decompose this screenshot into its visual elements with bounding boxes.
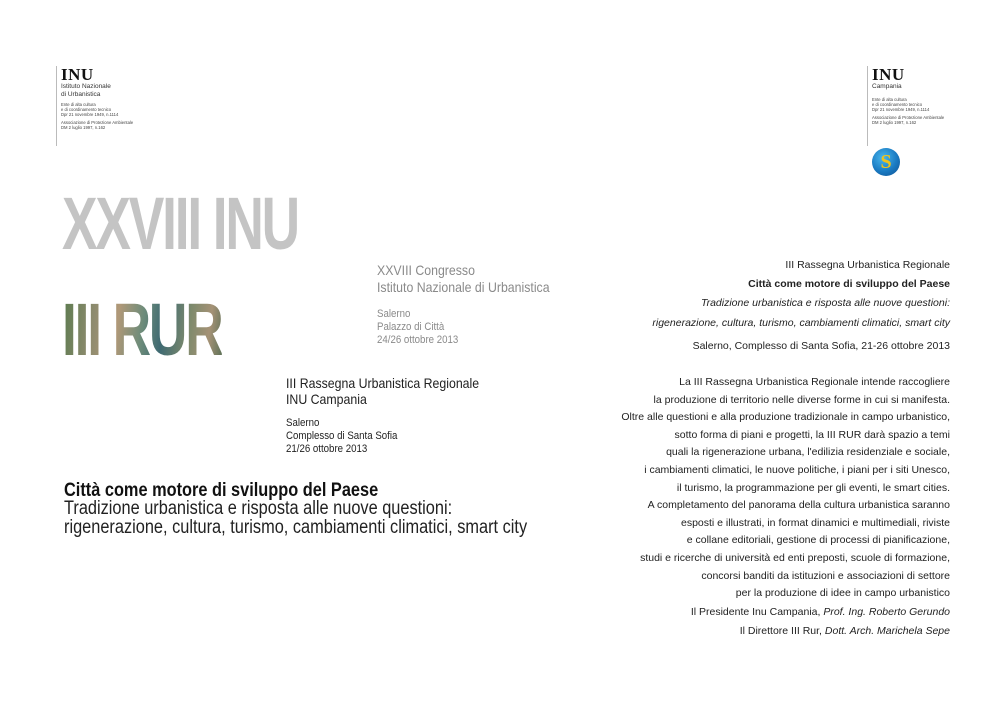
body-line: Oltre alle questioni e alla produzione tradizionale in campo urbanistico,: [621, 411, 950, 424]
inu-small-5: DM 2 luglio 1997, n.162: [61, 125, 106, 130]
body-line: i cambiamenti climatici, le nuove politiche, i piani per i siti Unesco,: [644, 463, 950, 476]
body-line: il turismo, la programmazione per gli eventi, le smart cities.: [676, 481, 950, 494]
director-name: Dott. Arch. Marichela Sepe: [824, 625, 950, 637]
body-text: [510, 374, 950, 603]
inu-campania-name: Campania: [872, 83, 902, 90]
rassegna-place2: Complesso di Santa Sofia: [286, 430, 398, 442]
rassegna-place1: Salerno: [286, 417, 320, 429]
director-role: Il Direttore III Rur,: [739, 625, 825, 637]
big-title-line1: XXVIII INU: [62, 182, 298, 265]
inu-campania-small-1: Ente di alta cultura: [872, 96, 907, 102]
right-header-line5: Salerno, Complesso di Santa Sofia, 21-26 ottobre 2013: [692, 339, 950, 352]
inu-name-line1: Istituto Nazionale: [61, 83, 111, 90]
body-line: sotto forma di piani e progetti, la III RUR darà spazio a temi: [674, 428, 950, 441]
inu-small-1: Ente di alta cultura: [61, 102, 96, 107]
body-line: studi e ricerche di università ed enti preposti, scuole di formazione,: [640, 551, 950, 564]
right-header-line4: rigenerazione, cultura, turismo, cambiamenti climatici, smart city: [652, 316, 950, 329]
rassegna-dates: 21/26 ottobre 2013: [286, 443, 368, 455]
right-header-line1: III Rassegna Urbanistica Regionale: [785, 259, 950, 271]
director-signature: [530, 622, 950, 641]
theme-sub1: Tradizione urbanistica e risposta alle nuove questioni:: [64, 498, 453, 519]
president-signature: [530, 603, 950, 622]
congresso-line2: Istituto Nazionale di Urbanistica: [377, 279, 550, 295]
inu-small-2: e di coordinamento tecnico: [61, 107, 112, 112]
president-name: Prof. Ing. Roberto Gerundo: [823, 606, 950, 618]
body-line: per la produzione di idee in campo urbanistico: [735, 587, 950, 600]
body-line: quali la rigenerazione urbana, l'edilizia residenziale e sociale,: [666, 446, 950, 459]
salerno-emblem-icon: [872, 148, 900, 176]
president-role: Il Presidente Inu Campania,: [690, 606, 824, 618]
inu-campania-small-5: DM 2 luglio 1997, n.162: [872, 119, 917, 125]
inu-campania-small-3: Dpr 21 novembre 1949, n.1114: [872, 106, 930, 112]
congresso-place1: Salerno: [377, 308, 411, 320]
signatures: [530, 603, 950, 641]
congresso-dates: 24/26 ottobre 2013: [377, 334, 459, 346]
rassegna-line2: INU Campania: [286, 391, 367, 407]
right-header-line3: Tradizione urbanistica e risposta alle nuove questioni:: [700, 297, 950, 310]
inu-campania-brand: INU: [872, 65, 905, 84]
theme-sub2: rigenerazione, cultura, turismo, cambiamenti climatici, smart city: [64, 517, 528, 538]
inu-campania-small-2: e di coordinamento tecnico: [872, 101, 923, 107]
inu-brand: INU: [61, 65, 94, 84]
right-header-line2: Città come motore di sviluppo del Paese: [748, 278, 950, 291]
inu-logo: [56, 66, 133, 146]
inu-small-4: Associazione di Protezione Ambientale: [61, 120, 134, 125]
inu-small-3: Dpr 21 novembre 1949, n.1114: [61, 112, 119, 117]
inu-campania-small-4: Associazione di Protezione Ambientale: [872, 114, 945, 120]
body-line: e collane editoriali, gestione di processi di pianificazione,: [686, 534, 950, 547]
body-line: A completamento del panorama della cultura urbanistica saranno: [647, 499, 950, 512]
congresso-line1: XXVIII Congresso: [377, 262, 475, 278]
body-line: La III Rassegna Urbanistica Regionale intende raccogliere: [679, 376, 950, 388]
theme-headline: Città come motore di sviluppo del Paese: [64, 480, 379, 501]
inu-name-line2: di Urbanistica: [61, 90, 101, 98]
congresso-place2: Palazzo di Città: [377, 321, 445, 333]
rassegna-line1: III Rassegna Urbanistica Regionale: [286, 375, 480, 391]
inu-campania-logo: [867, 66, 944, 146]
body-line: concorsi banditi da istituzioni e associazioni di settore: [701, 569, 950, 582]
emblem-letter: S: [880, 151, 892, 173]
right-column: [530, 256, 950, 356]
big-title-line2: III RUR: [62, 288, 222, 371]
body-line: esposti e illustrati, in format dinamici e multimediali, riviste: [680, 516, 950, 529]
body-line: la produzione di territorio nelle diverse forme in cui si manifesta.: [653, 393, 950, 406]
